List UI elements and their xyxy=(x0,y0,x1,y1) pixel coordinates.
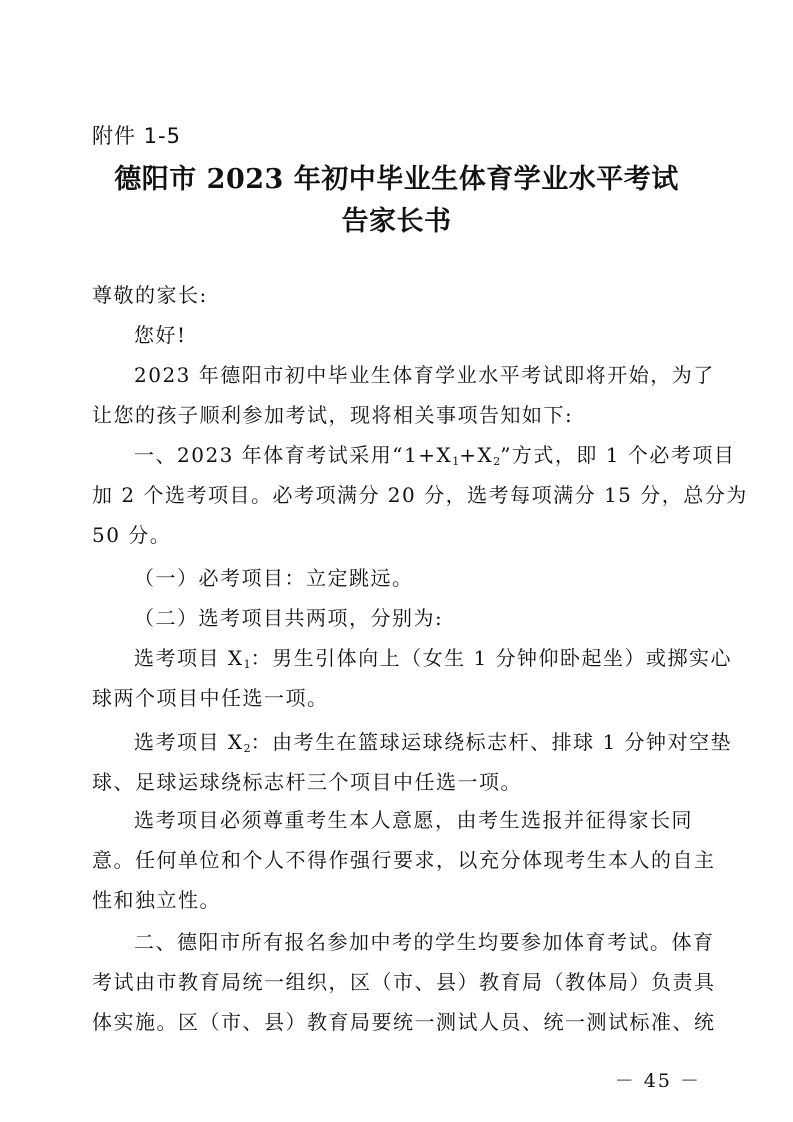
optional-x1-line-2: 球两个项目中任选一项。 xyxy=(92,686,329,710)
paragraph-1-line-1: 2023 年德阳市初中毕业生体育学业水平考试即将开始，为了 xyxy=(134,363,715,387)
page-number: － 45 － xyxy=(614,1070,701,1092)
paragraph-7-line-1: 选考项目必须尊重考生本人意愿，由考生选报并征得家长同 xyxy=(134,808,693,832)
item-optional: （二）选考项目共两项，分别为: xyxy=(134,606,444,630)
item-required: （一）必考项目：立定跳远。 xyxy=(134,566,414,590)
paragraph-2-line-1: 一、2023 年体育考试采用“$1+X_1+X_2$”方式，即 1 个必考项目 xyxy=(134,443,736,468)
document-title: 德阳市 2023 年初中毕业生体育学业水平考试 xyxy=(114,164,679,195)
paragraph-1-line-2: 让您的孩子顺利参加考试，现将相关事项告知如下: xyxy=(92,403,574,427)
paragraph-7-line-2: 意。任何单位和个人不得作强行要求，以充分体现考生本人的自主 xyxy=(92,848,716,872)
optional-x2-line-1: 选考项目 $X_2$：由考生在篮球运球绕标志杆、排球 1 分钟对空垫 xyxy=(134,730,733,755)
optional-x1-line-1: 选考项目 $X_1$：男生引体向上（女生 1 分钟仰卧起坐）或掷实心 xyxy=(134,646,733,671)
salutation: 尊敬的家长: xyxy=(92,283,208,307)
paragraph-2-line-3: 50 分。 xyxy=(92,523,172,547)
paragraph-7-line-3: 性和独立性。 xyxy=(92,888,221,912)
optional-x2-line-2: 球、足球运球绕标志杆三个项目中任选一项。 xyxy=(92,770,522,794)
paragraph-8-line-3: 体实施。区（市、县）教育局要统一测试人员、统一测试标准、统 xyxy=(92,1010,716,1034)
document-subtitle: 告家长书 xyxy=(341,206,452,237)
paragraph-8-line-1: 二、德阳市所有报名参加中考的学生均要参加体育考试。体育 xyxy=(134,930,715,954)
attachment-label: 附件 1-5 xyxy=(92,124,181,148)
greeting: 您好! xyxy=(134,323,187,347)
paragraph-8-line-2: 考试由市教育局统一组织，区（市、县）教育局（教体局）负责具 xyxy=(92,970,716,994)
paragraph-2-line-2: 加 2 个选考项目。必考项满分 20 分，选考每项满分 15 分，总分为 xyxy=(92,483,748,507)
